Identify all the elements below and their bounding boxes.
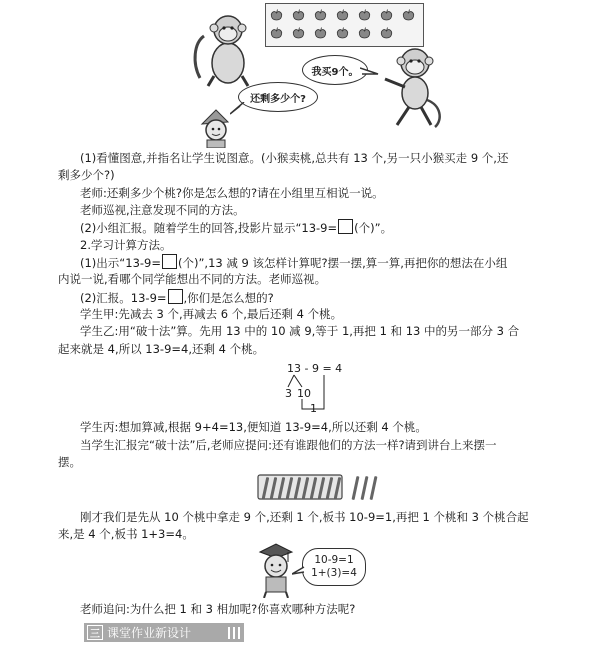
answer-box [338, 219, 353, 234]
para-show-problem: (1)出示“13-9= (个)”,13 减 9 该怎样计算呢?摆一摆,算一算,再把你的想法在小组 [80, 256, 508, 270]
para-teacher-ask: 当学生汇报完“破十法”后,老师应提问:还有谁跟他们的方法一样?请到讲台上来摆一 [80, 438, 497, 452]
diagram-part-3: 3 [285, 387, 292, 400]
loose-stick [361, 476, 368, 500]
peach-icon [380, 27, 393, 39]
loose-stick [370, 476, 377, 500]
para-teacher-ask-cont: 摆。 [58, 455, 81, 469]
para-summary-cont: 来,是 4 个,板书 1+3=4。 [58, 527, 194, 541]
peach-icon [292, 9, 305, 21]
board-equation-2: 1+(3)=4 [311, 567, 357, 579]
para-teacher-patrol: 老师巡视,注意发现不同的方法。 [80, 203, 245, 217]
para-teacher-question: 老师:还剩多少个桃?你是怎么想的?请在小组里互相说一说。 [80, 186, 384, 200]
monkey-seller-image [190, 8, 250, 88]
peach-icon [314, 9, 327, 21]
diagram-part-10: 10 [297, 387, 311, 400]
peach-basket [265, 3, 424, 47]
answer-box [162, 254, 177, 269]
diagram-result-1: 1 [310, 402, 317, 415]
monkey-buyer-image [375, 45, 445, 130]
peach-icon [336, 9, 349, 21]
peach-icon [402, 9, 415, 21]
section-title: 课堂作业新设计 [107, 626, 192, 640]
peach-icon [270, 27, 283, 39]
speech-bubble-buyer: 我买9个。 [302, 55, 368, 85]
para-teacher-followup: 老师追问:为什么把 1 和 3 相加呢?你喜欢哪种方法呢? [80, 602, 356, 616]
board-bubble [302, 548, 366, 586]
para-report: (2)汇报。13-9= ,你们是怎么想的? [80, 291, 274, 305]
answer-box [168, 289, 183, 304]
peach-icon [292, 27, 305, 39]
para-student-b-cont: 起来就是 4,所以 13-9=4,还剩 4 个桃。 [58, 342, 265, 356]
diagram-equation: 13 - 9 = 4 [287, 362, 343, 375]
para-student-b: 学生乙:用“破十法”算。先用 13 中的 10 减 9,等于 1,再把 1 和 13 中的另一部分 3 合 [80, 324, 520, 338]
peach-icon [336, 27, 349, 39]
para-student-a: 学生甲:先减去 3 个,再减去 6 个,最后还剩 4 个桃。 [80, 307, 343, 321]
para-small-group-report: (2)小组汇报。随着学生的回答,投影片显示“13-9= (个)”。 [80, 221, 393, 235]
para-section-2: 2.学习计算方法。 [80, 238, 172, 252]
peach-icon [314, 27, 327, 39]
bubble-tail-board [292, 566, 306, 576]
bubble-tail-child [230, 102, 248, 116]
speech-bubble-child: 还剩多少个? [238, 82, 318, 112]
section-banner [84, 623, 244, 642]
peach-icon [358, 27, 371, 39]
banner-decoration [228, 627, 240, 639]
section-number: 三 [87, 625, 103, 640]
child-image [198, 108, 234, 148]
para-show-problem-cont: 内说一说,看哪个同学能想出不同的方法。老师巡视。 [58, 272, 327, 286]
peach-icon [358, 9, 371, 21]
board-equation-1: 10-9=1 [314, 554, 354, 566]
para-1: (1)看懂图意,并指名让学生说图意。(小猴卖桃,总共有 13 个,另一只小猴买走 9 个,还 [80, 151, 509, 165]
para-student-c: 学生丙:想加算减,根据 9+4=13,便知道 13-9=4,所以还剩 4 个桃。 [80, 420, 427, 434]
para-summary: 刚才我们是先从 10 个桃中拿走 9 个,还剩 1 个,板书 10-9=1,再把 1 个桃和 3 个桃合起 [80, 510, 529, 524]
loose-stick [352, 476, 359, 500]
peach-icon [380, 9, 393, 21]
peach-icon [270, 9, 283, 21]
para-1-cont: 剩多少个?) [58, 168, 115, 182]
